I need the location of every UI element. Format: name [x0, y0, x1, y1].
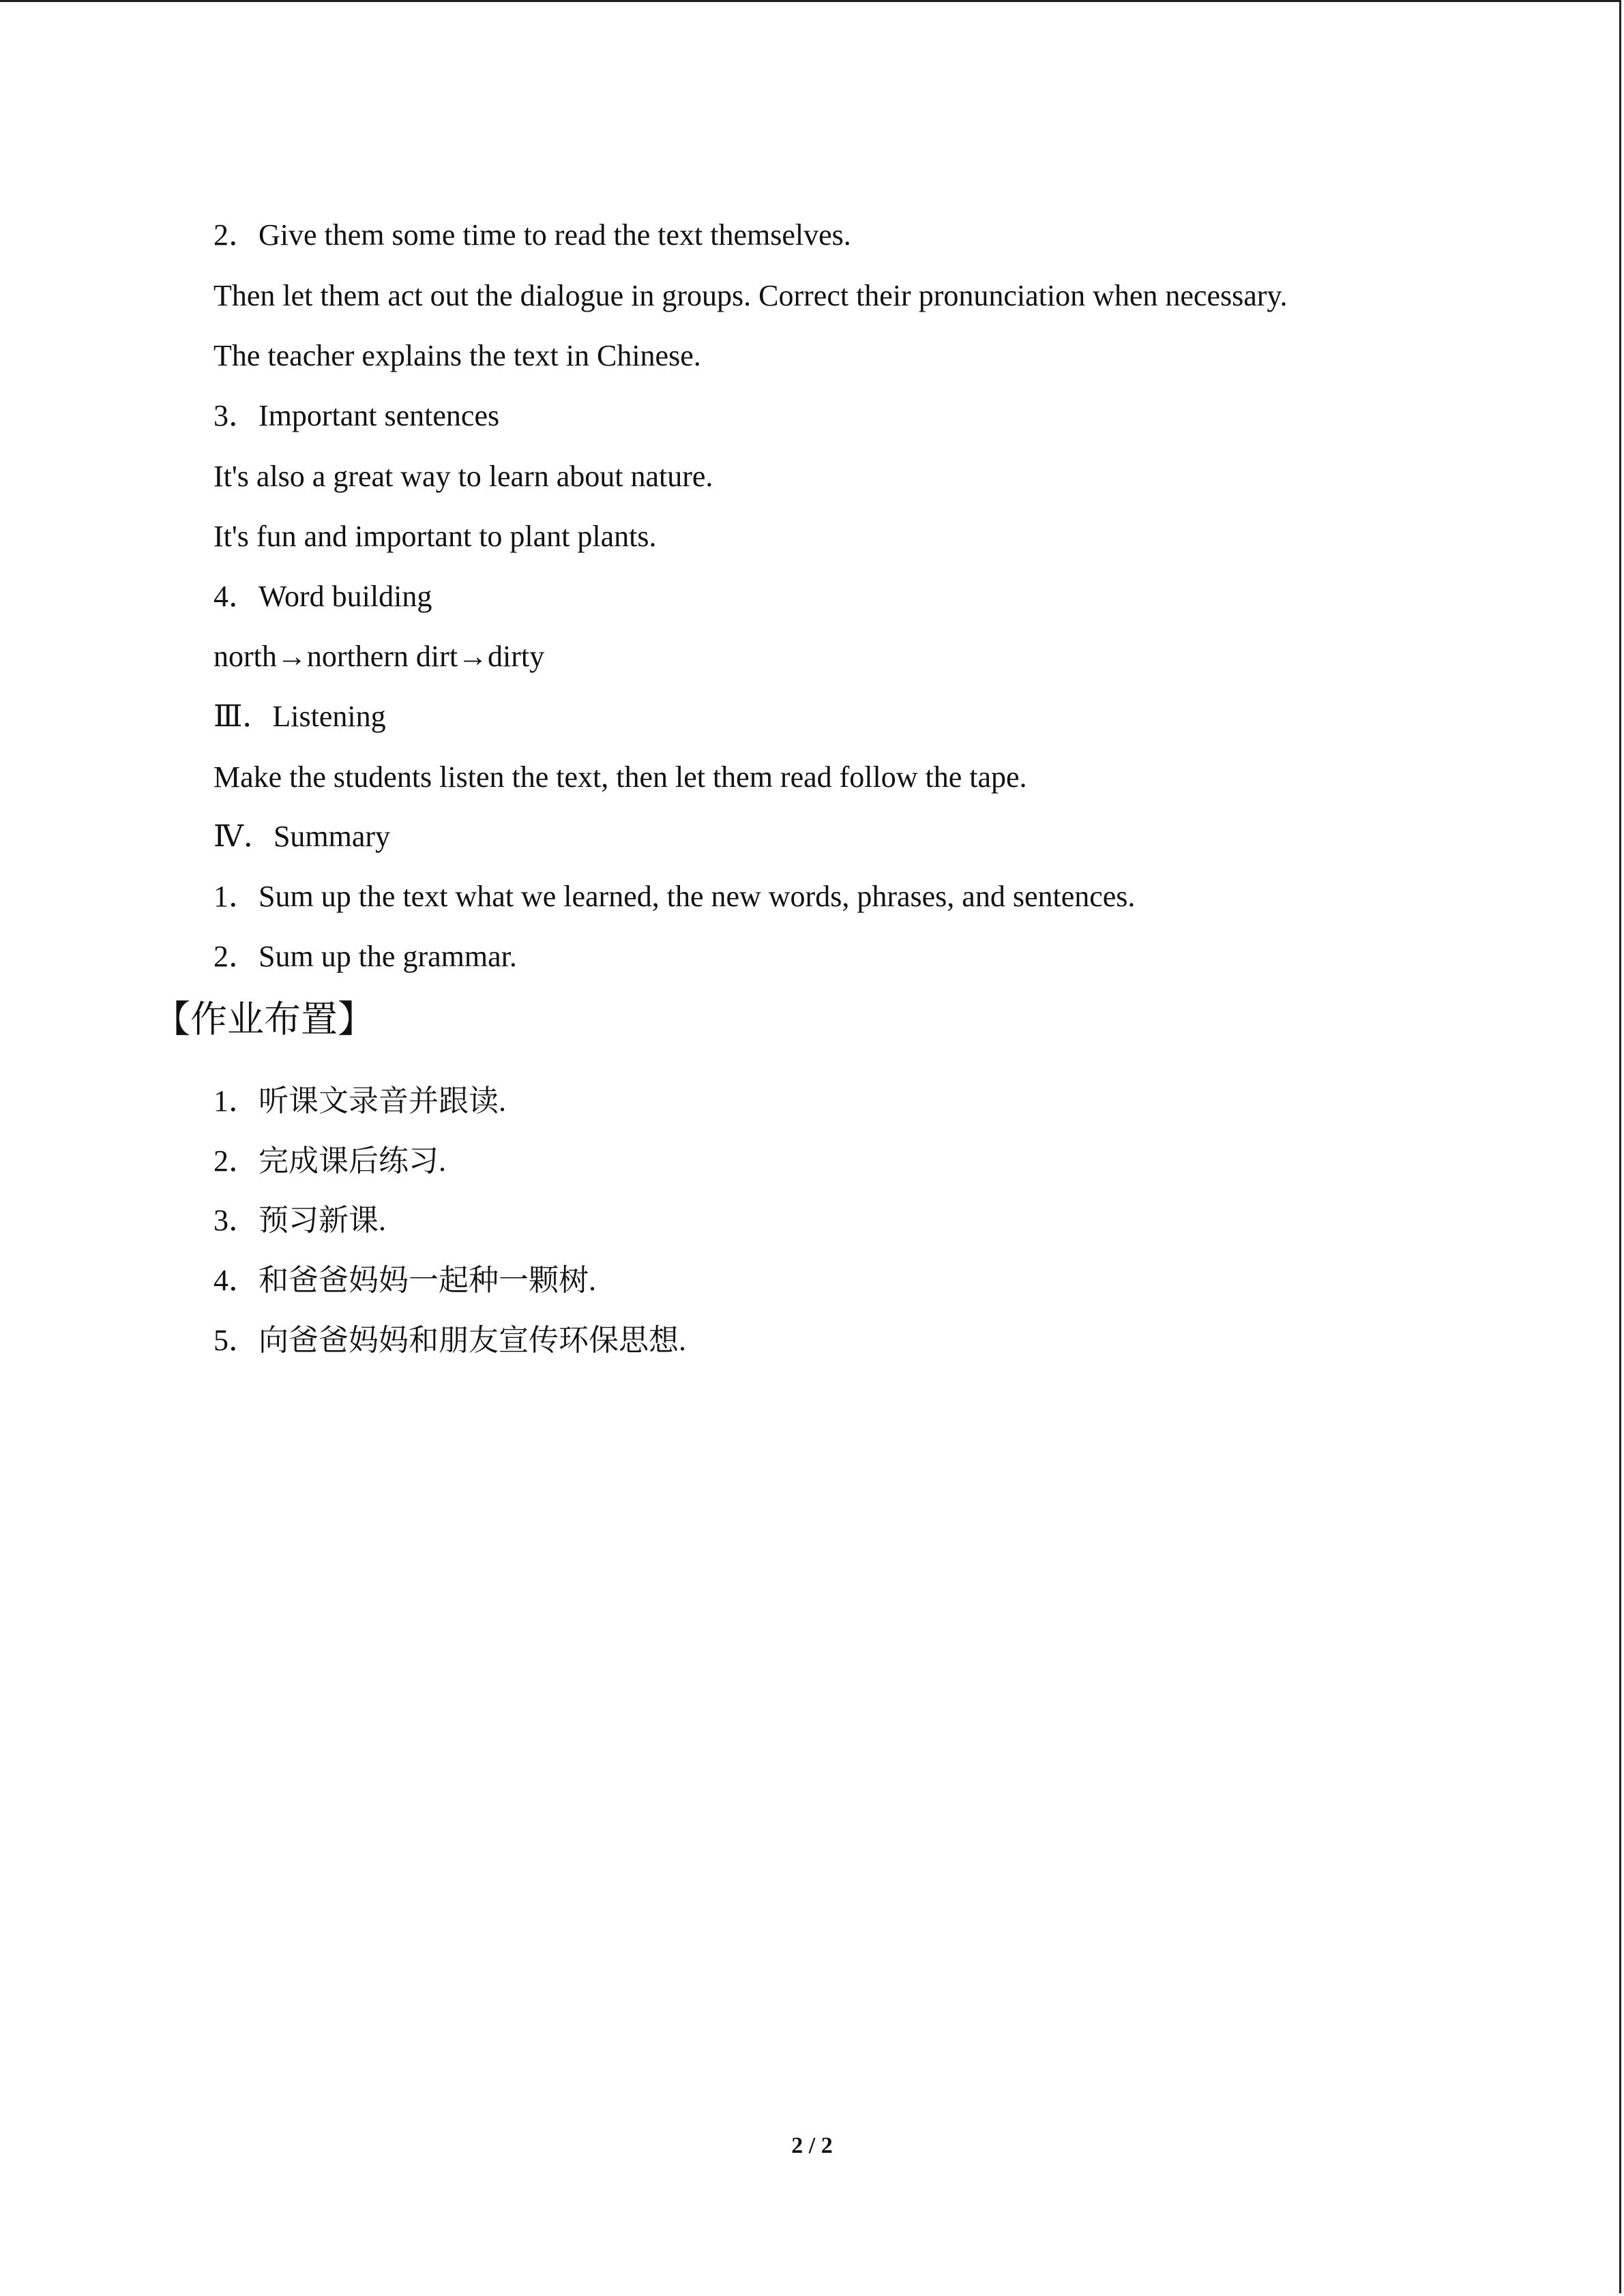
page-number: 2 / 2	[791, 2133, 833, 2158]
text-line: It's also a great way to learn about nature.	[213, 460, 713, 493]
homework-item: 3．预习新课.	[213, 1204, 386, 1237]
homework-item: 1．听课文录音并跟读.	[213, 1084, 506, 1118]
homework-item: 2．完成课后练习.	[213, 1144, 446, 1178]
homework-item: 4．和爸爸妈妈一起种一颗树.	[213, 1264, 596, 1297]
section-item-important-sentences: 3．Important sentences	[213, 399, 500, 432]
text-line: The teacher explains the text in Chinese.	[213, 339, 701, 372]
section-heading-listening: Ⅲ．Listening	[213, 700, 386, 733]
text-line: 1．Sum up the text what we learned, the new words, phrases, and sentences.	[213, 880, 1136, 913]
homework-item: 5．向爸爸妈妈和朋友宣传环保思想.	[213, 1324, 686, 1357]
text-line: Then let them act out the dialogue in groups. Correct their pronunciation when necessary.	[213, 279, 1288, 312]
text-line: Make the students listen the text, then let them read follow the tape.	[213, 760, 1027, 794]
section-heading-summary: Ⅳ．Summary	[213, 820, 391, 853]
text-line: It's fun and important to plant plants.	[213, 520, 657, 553]
text-line: 2．Sum up the grammar.	[213, 940, 517, 973]
text-line: 2．Give them some time to read the text themselves.	[213, 218, 851, 252]
section-item-word-building: 4．Word building	[213, 580, 432, 613]
homework-heading: 【作业布置】	[153, 998, 374, 1041]
text-line: north→northern dirt→dirty	[213, 640, 545, 673]
